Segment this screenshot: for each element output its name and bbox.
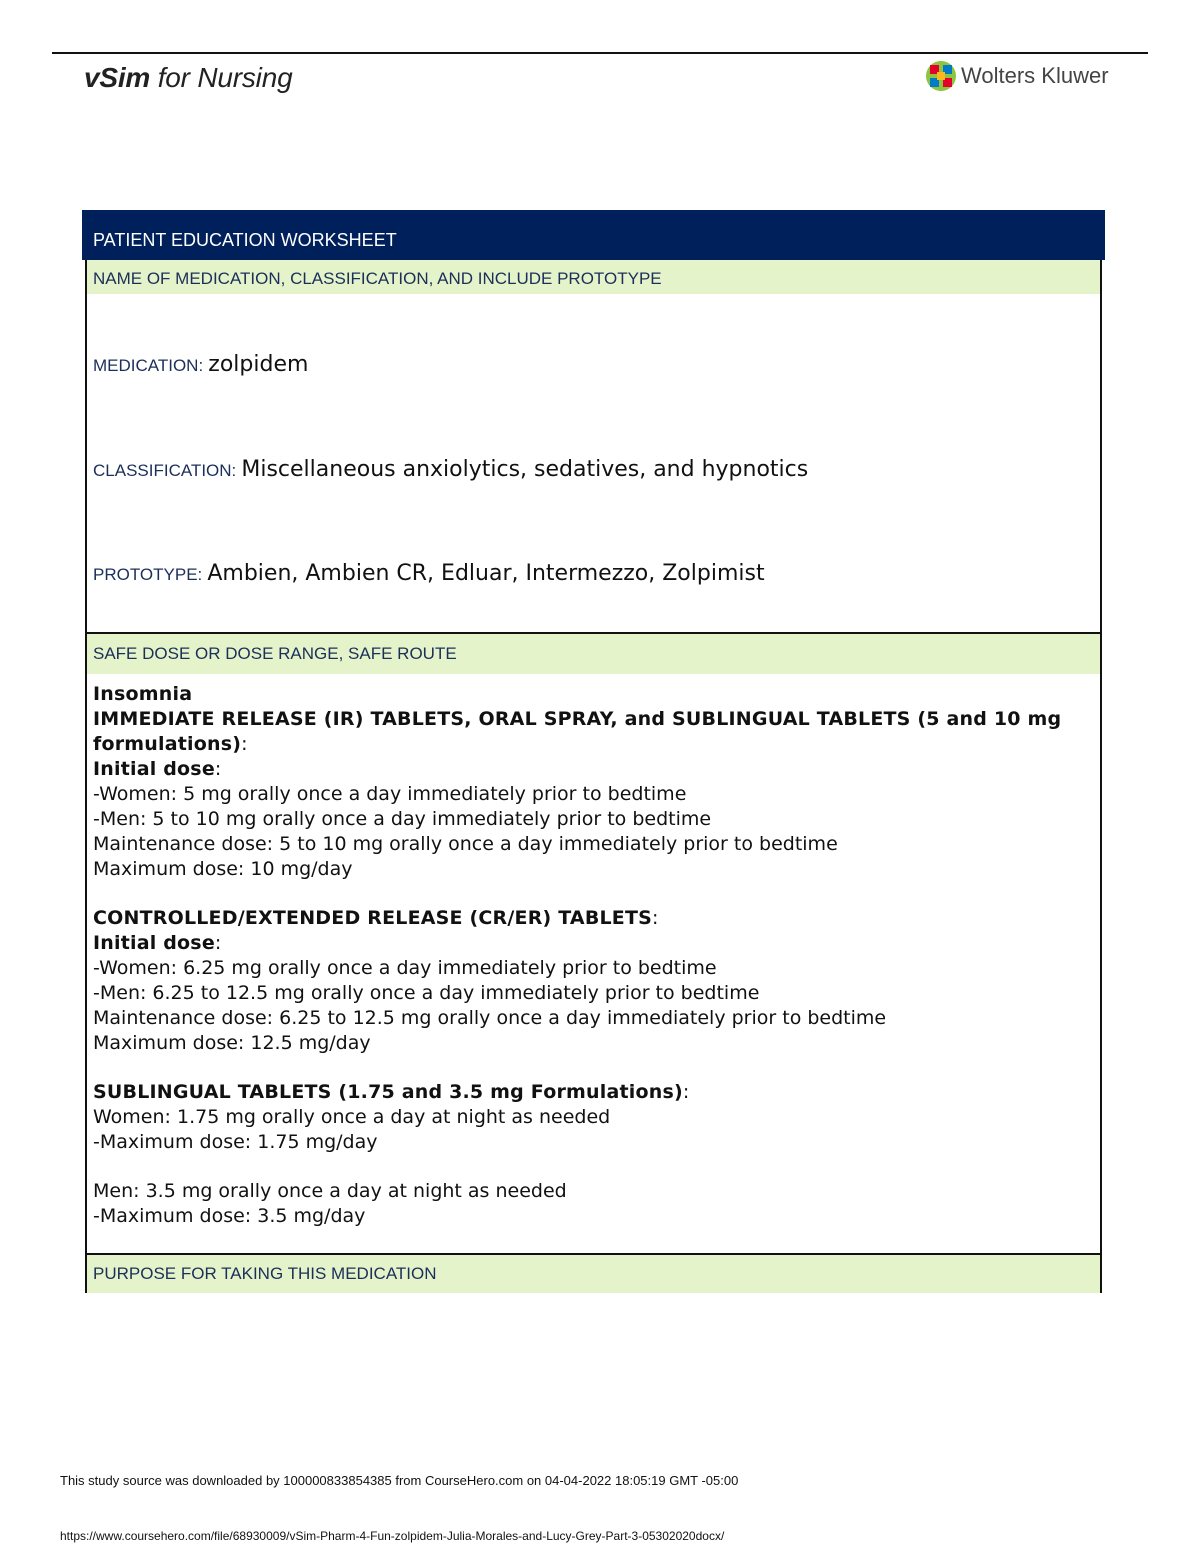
- classification-field: [93, 457, 808, 482]
- classification-value: Miscellaneous anxiolytics, sedatives, and hypnotics: [241, 457, 809, 482]
- ir-dose-line: -Women: 5 mg orally once a day immediately prior to bedtime: [93, 783, 687, 805]
- download-note: This study source was downloaded by 100000833854385 from CourseHero.com on 04-04-2022 18:05:19 GMT -05:00: [60, 1473, 739, 1488]
- wolters-kluwer-logo: [925, 60, 1109, 92]
- cr-initial-dose-label: Initial dose: [93, 932, 215, 954]
- purpose-section-heading: PURPOSE FOR TAKING THIS MEDICATION: [87, 1255, 1100, 1293]
- sl-men-line: Men: 3.5 mg orally once a day at night as needed: [93, 1180, 567, 1202]
- vsim-logo: [84, 62, 292, 94]
- cr-dose-line: Maintenance dose: 6.25 to 12.5 mg orally once a day immediately prior to bedtime: [93, 1007, 887, 1029]
- source-url[interactable]: https://www.coursehero.com/file/68930009/vSim-Pharm-4-Fun-zolpidem-Julia-Morales-and-Lucy-Grey-Part-3-05302020docx/: [60, 1529, 725, 1543]
- cr-initial-dose-line: [93, 931, 1094, 956]
- spacer: [93, 1155, 1094, 1179]
- for-nursing-wordmark: for Nursing: [150, 62, 293, 93]
- medication-section-heading: NAME OF MEDICATION, CLASSIFICATION, AND INCLUDE PROTOTYPE: [87, 260, 1100, 294]
- cr-heading-colon: :: [652, 907, 659, 929]
- ir-initial-dose-line: [93, 757, 1094, 782]
- medication-value: zolpidem: [208, 352, 309, 377]
- prototype-field: [93, 561, 765, 586]
- sl-heading: SUBLINGUAL TABLETS (1.75 and 3.5 mg Formulations): [93, 1081, 683, 1103]
- spacer: [93, 1056, 1094, 1080]
- cr-dose-line: Maximum dose: 12.5 mg/day: [93, 1032, 371, 1054]
- purpose-section: [87, 1255, 1100, 1293]
- ir-heading: IMMEDIATE RELEASE (IR) TABLETS, ORAL SPRAY, and SUBLINGUAL TABLETS (5 and 10 mg formulations): [93, 708, 1062, 755]
- medication-label: MEDICATION:: [93, 356, 204, 375]
- dose-section-heading: SAFE DOSE OR DOSE RANGE, SAFE ROUTE: [87, 634, 1100, 674]
- cr-initial-dose-colon: :: [214, 932, 222, 954]
- sl-heading-line: [93, 1080, 1094, 1105]
- prototype-label: PROTOTYPE:: [93, 565, 203, 584]
- medication-section: [87, 260, 1100, 634]
- wolters-kluwer-icon: [925, 60, 957, 92]
- ir-dose-line: Maintenance dose: 5 to 10 mg orally once a day immediately prior to bedtime: [93, 833, 838, 855]
- spacer: [93, 882, 1094, 906]
- patient-education-worksheet: [82, 210, 1105, 1293]
- worksheet-body: [85, 260, 1102, 1293]
- worksheet-title: PATIENT EDUCATION WORKSHEET: [82, 210, 1105, 260]
- cr-dose-line: -Women: 6.25 mg orally once a day immediately prior to bedtime: [93, 957, 717, 979]
- prototype-value: Ambien, Ambien CR, Edluar, Intermezzo, Zolpimist: [207, 561, 765, 586]
- indication: Insomnia: [93, 683, 193, 705]
- top-rule: [52, 52, 1148, 54]
- cr-heading: CONTROLLED/EXTENDED RELEASE (CR/ER) TABLETS: [93, 907, 653, 929]
- ir-heading-colon: :: [241, 733, 248, 755]
- ir-dose-line: -Men: 5 to 10 mg orally once a day immediately prior to bedtime: [93, 808, 712, 830]
- medication-field: [93, 352, 308, 377]
- ir-heading-line: [93, 707, 1094, 757]
- ir-initial-dose-label: Initial dose: [93, 758, 215, 780]
- sl-women-line: -Maximum dose: 1.75 mg/day: [93, 1131, 378, 1153]
- cr-heading-line: [93, 906, 1094, 931]
- ir-initial-dose-colon: :: [214, 758, 222, 780]
- sl-women-line: Women: 1.75 mg orally once a day at night as needed: [93, 1106, 611, 1128]
- dose-content: [87, 674, 1100, 1253]
- vsim-wordmark: vSim: [84, 62, 151, 93]
- ir-dose-line: Maximum dose: 10 mg/day: [93, 858, 353, 880]
- sl-men-line: -Maximum dose: 3.5 mg/day: [93, 1205, 366, 1227]
- sl-heading-colon: :: [682, 1081, 690, 1103]
- dose-section: [87, 634, 1100, 1255]
- cr-dose-line: -Men: 6.25 to 12.5 mg orally once a day immediately prior to bedtime: [93, 982, 760, 1004]
- publisher-name: Wolters Kluwer: [961, 63, 1109, 88]
- classification-label: CLASSIFICATION:: [93, 461, 237, 480]
